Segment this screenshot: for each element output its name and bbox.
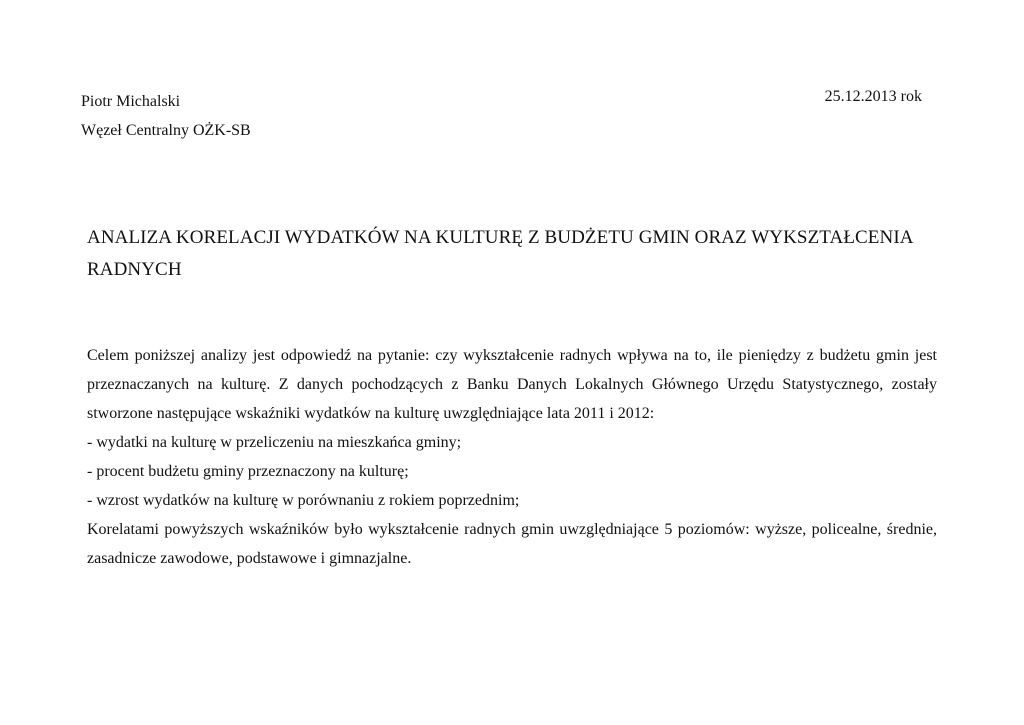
conclusion-paragraph: Korelatami powyższych wskaźników było wykształcenie radnych gmin uwzględniające 5 poziomów: wyższe, policealne, średnie, zasadnicze zawodowe, podstawowe i gimnazjalne. xyxy=(87,521,937,567)
list-item: - wzrost wydatków na kulturę w porównaniu z rokiem poprzednim; xyxy=(87,492,520,509)
document-date: 25.12.2013 rok xyxy=(824,88,922,105)
document-body xyxy=(87,341,937,573)
list-item: - procent budżetu gminy przeznaczony na kulturę; xyxy=(87,463,409,480)
document-header xyxy=(81,87,251,145)
document-title: ANALIZA KORELACJI WYDATKÓW NA KULTURĘ Z BUDŻETU GMIN ORAZ WYKSZTAŁCENIA RADNYCH xyxy=(87,227,913,280)
intro-paragraph: Celem poniższej analizy jest odpowiedź na pytanie: czy wykształcenie radnych wpływa na to, ile pieniędzy z budżetu gmin jest przeznaczanych na kulturę. Z danych pochodzących z Banku Danych Lokalnych Głównego Urzędu Statystycznego, zostały stworzone następujące wskaźniki wydatków na kulturę uwzględniające lata 2011 i 2012: xyxy=(87,347,937,422)
organization-name: Węzeł Centralny OŻK-SB xyxy=(81,122,251,139)
author-name: Piotr Michalski xyxy=(81,93,181,110)
list-item: - wydatki na kulturę w przeliczeniu na mieszkańca gminy; xyxy=(87,434,462,451)
